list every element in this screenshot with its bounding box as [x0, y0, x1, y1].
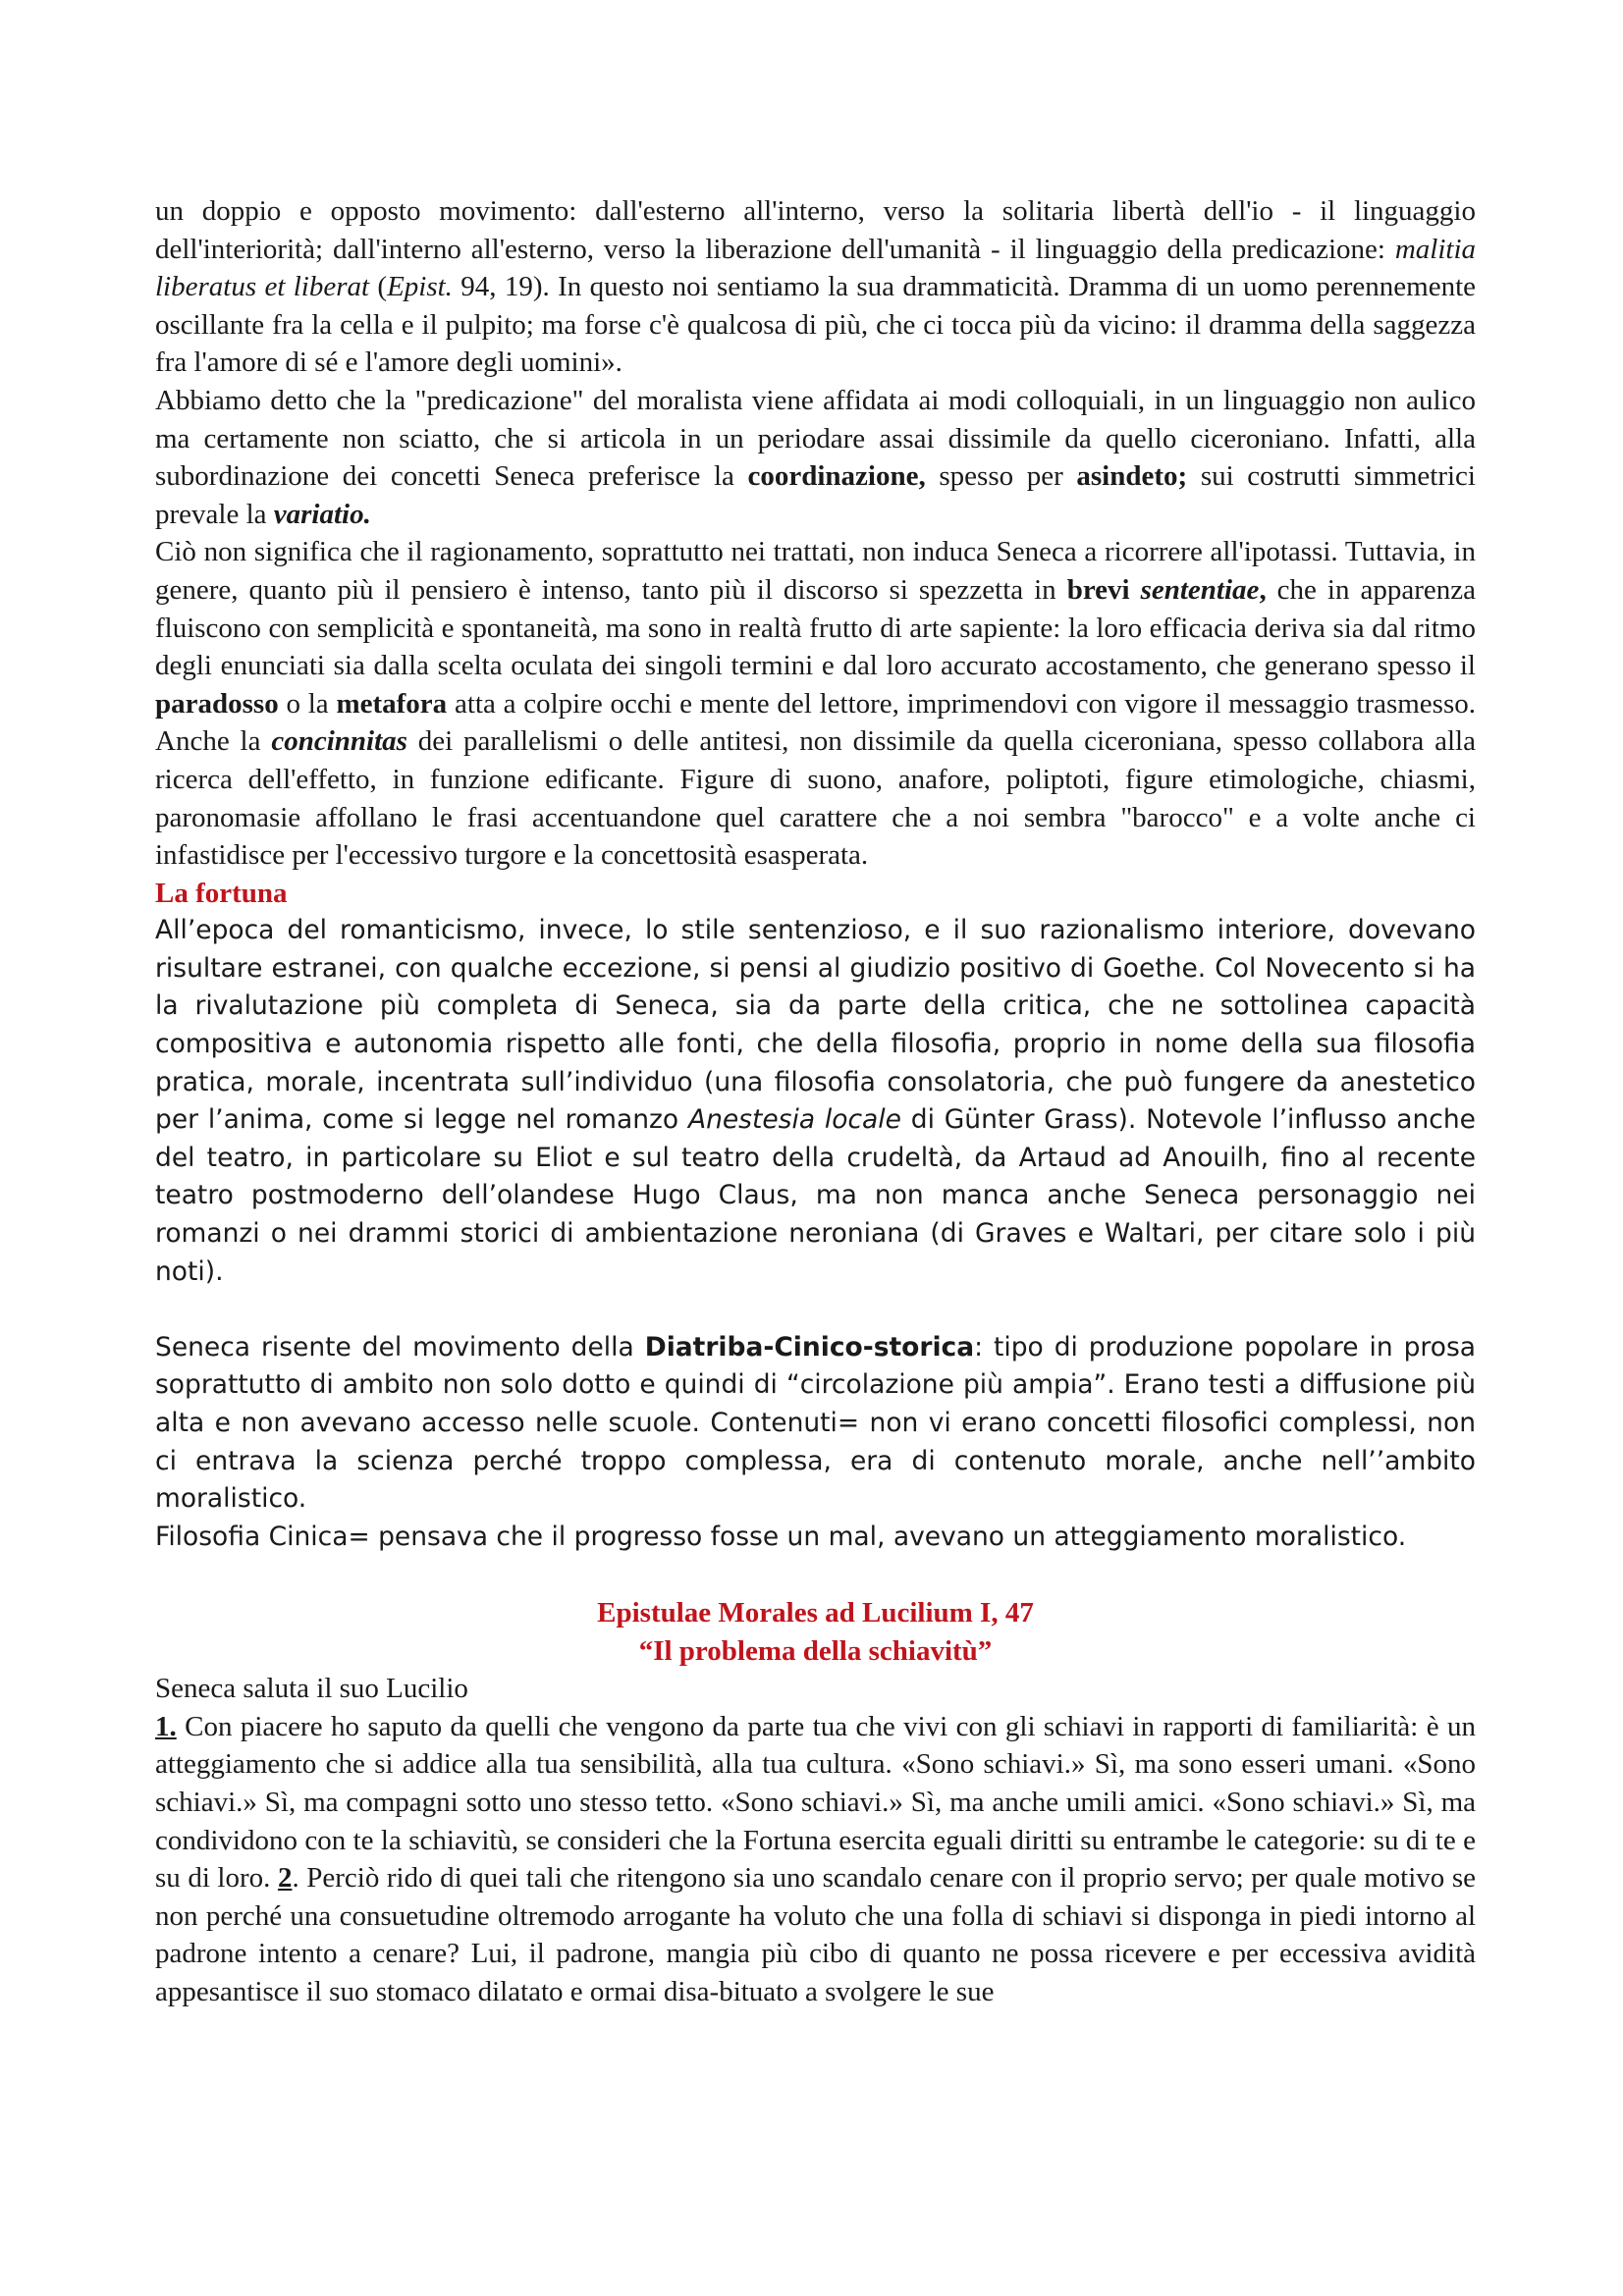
- paragraph-ipotassi: Ciò non significa che il ragionamento, soprattutto nei trattati, non induca Seneca a ricorrere all'ipotassi. Tuttavia, in genere, quanto più il pensiero è intenso, tanto più il discorso si spezzetta in brevi sententiae, che in apparenza fluiscono con semplicità e spontaneità, ma sono in realtà frutto di arte sapiente: la loro efficacia deriva sia dal ritmo degli enunciati sia dalla scelta oculata dei singoli termini e dal loro accurato accostamento, che generano spesso il paradosso o la metafora atta a colpire occhi e mente del lettore, imprimendovi con vigore il messaggio trasmesso. Anche la concinnitas dei parallelismi o delle antitesi, non dissimile da quella ciceroniana, spesso collabora alla ricerca dell'effetto, in funzione edificante. Figure di suono, anafore, poliptoti, figure etimologiche, chiasmi, paronomasie affollano le frasi accentuandone quel carattere che a noi sembra "barocco" e a volte anche ci infastidisce per l'eccessivo turgore e la concettosità esasperata.: [155, 536, 1476, 872]
- paragraph-filosofia-cinica: Filosofia Cinica= pensava che il progresso fosse un mal, avevano un atteggiamento moralistico.: [155, 1521, 1407, 1552]
- paragraph-fortuna: All’epoca del romanticismo, invece, lo stile sentenzioso, e il suo razionalismo interiore, dovevano risultare estranei, con qualche eccezione, si pensi al giudizio positivo di Goethe. Col Novecento si ha la rivalutazione più completa di Seneca, sia da parte della critica, che ne sottolinea capacità compositiva e autonomia rispetto alle fonti, che della filosofia, proprio in nome della sua filosofia pratica, morale, incentrata sull’individuo (una filosofia consolatoria, che può fungere da anestetico per l’anima, come si legge nel romanzo Anestesia locale di Günter Grass). Notevole l’influsso anche del teatro, in particolare su Eliot e sul teatro della crudeltà, da Artaud ad Anouilh, fino al recente teatro postmoderno dell’olandese Hugo Claus, ma non manca anche Seneca personaggio nei romanzi o nei drammi storici di ambientazione neroniana (di Graves e Waltari, per citare solo i più noti).: [155, 915, 1476, 1287]
- section-subtitle: “Il problema della schiavitù”: [638, 1634, 993, 1667]
- blank-line: [155, 1556, 1476, 1594]
- greeting-line: Seneca saluta il suo Lucilio: [155, 1673, 468, 1705]
- paragraph-diatriba: Seneca risente del movimento della Diatriba-Cinico-storica: tipo di produzione popolare in prosa soprattutto di ambito non solo dotto e quindi di “circolazione più ampia”. Erano testi a diffusione più alta e non avevano accesso nelle scuole. Contenuti= non vi erano concetti filosofici complessi, non ci entrava la scienza perché troppo complessa, era di contenuto morale, anche nell’’ambito moralistico.: [155, 1331, 1476, 1515]
- paragraph-predicazione: Abbiamo detto che la "predicazione" del moralista viene affidata ai modi colloquiali, in un linguaggio non aulico ma certamente non sciatto, che si articola in un periodare assai dissimile da quello ciceroniano. Infatti, alla subordinazione dei concetti Seneca preferisce la coordinazione, spesso per asindeto; sui costrutti simmetrici prevale la variatio.: [155, 384, 1476, 530]
- paragraph-epistula-1: 1. Con piacere ho saputo da quelli che vengono da parte tua che vivi con gli schiavi in rapporti di familiarità: è un atteggiamento che si addice alla tua sensibilità, alla tua cultura. «Sono schiavi.» Sì, ma sono esseri umani. «Sono schiavi.» Sì, ma compagni sotto uno stesso tetto. «Sono schiavi.» Sì, ma anche umili amici. «Sono schiavi.» Sì, ma condividono con te la schiavitù, se consideri che la Fortuna esercita eguali diritti su entrambe le categorie: su di te e su di loro. 2. Perciò rido di quei tali che ritengono sia uno scandalo cenare con il proprio servo; per quale motivo se non perché una consuetudine oltremodo arrogante ha voluto che una folla di schiavi si disponga in piedi intorno al padrone intento a cenare? Lui, il padrone, mangia più cibo di quanto ne possa ricevere e per eccessiva avidità appesantisce il suo stomaco dilatato e ormai disa-bituato a svolgere le sue: [155, 1710, 1476, 2007]
- blank-line: [155, 1291, 1476, 1329]
- section-number-1: 1.: [155, 1710, 177, 1742]
- paragraph-movimento: un doppio e opposto movimento: dall'esterno all'interno, verso la solitaria libertà dell'io - il linguaggio dell'interiorità; dall'interno all'esterno, verso la liberazione dell'umanità - il linguaggio della predicazione: malitia liberatus et liberat (Epist. 94, 19). In questo noi sentiamo la sua drammaticità. Dramma di un uomo perennemente oscillante fra la cella e il pulpito; ma forse c'è qualcosa di più, che ci tocca più da vicino: il dramma della saggezza fra l'amore di sé e l'amore degli uomini».: [155, 195, 1476, 379]
- heading-la-fortuna: La fortuna: [155, 877, 288, 909]
- section-number-2: 2: [277, 1862, 293, 1895]
- document-page: [155, 192, 1476, 2011]
- section-title: Epistulae Morales ad Lucilium I, 47: [597, 1596, 1034, 1629]
